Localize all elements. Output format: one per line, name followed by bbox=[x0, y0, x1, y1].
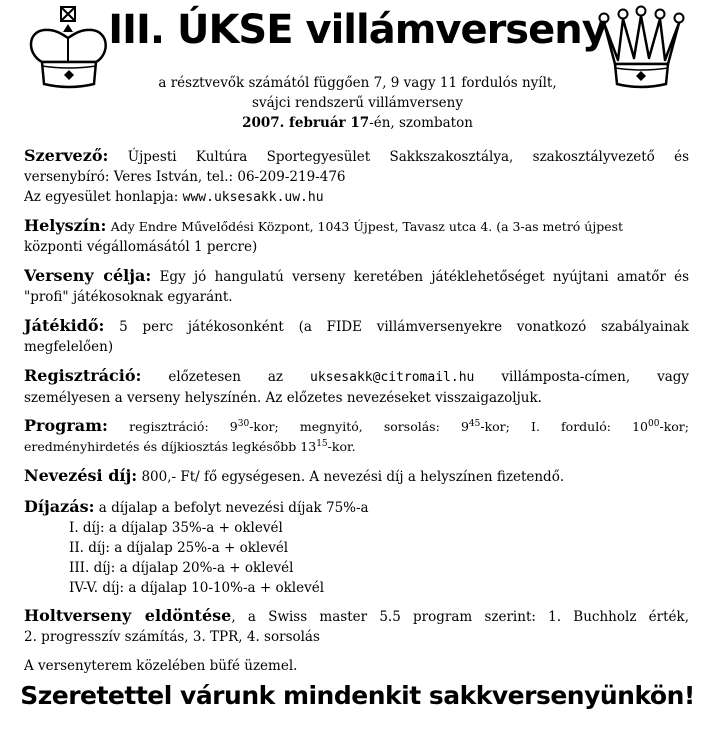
purpose-line-2: "profi" játékosoknak egyaránt. bbox=[24, 289, 233, 305]
website-link[interactable]: www.uksesakk.uw.hu bbox=[182, 190, 324, 205]
prizes-line bbox=[24, 497, 689, 518]
prize-item: IV-V. díj: a díjalap 10-10%-a + oklevél bbox=[69, 580, 325, 596]
time-control-section bbox=[24, 316, 689, 357]
program-reg-min: 30 bbox=[237, 419, 250, 429]
subtitle-line-2: svájci rendszerű villámverseny bbox=[252, 95, 463, 111]
buffet-note bbox=[24, 656, 689, 676]
purpose-text-1: Egy jó hangulatú verseny keretében játéklehetőséget nyújtani amatőr és bbox=[159, 269, 689, 285]
program-label: Program: bbox=[24, 416, 108, 435]
venue-line-1 bbox=[24, 216, 689, 237]
entry-fee-label: Nevezési díj: bbox=[24, 466, 138, 485]
purpose-label: Verseny célja: bbox=[24, 266, 152, 285]
time-control-line-2: megfelelően) bbox=[24, 339, 114, 355]
program-round-min: 00 bbox=[648, 419, 660, 429]
program-draw-hour: 9 bbox=[460, 419, 469, 434]
organizer-line-1 bbox=[24, 146, 689, 167]
event-date-bold: 2007. február 17 bbox=[242, 115, 370, 131]
tiebreak-text-1: a Swiss master 5.5 program szerint: 1. Buchholz érték, bbox=[247, 609, 690, 625]
registration-section bbox=[24, 366, 689, 408]
tiebreak-line-1 bbox=[24, 606, 689, 627]
purpose-line-1 bbox=[24, 266, 689, 287]
tiebreak-line-2: 2. progresszív számítás, 3. TPR, 4. sorsolás bbox=[24, 629, 320, 645]
footer-slogan: Szeretettel várunk mindenkit sakkversenyünkön! bbox=[20, 681, 695, 710]
entry-fee-text: 800,- Ft/ fő egységesen. A nevezési díj a helyszínen fizetendő. bbox=[141, 469, 565, 485]
program-draw-min: 45 bbox=[468, 419, 481, 429]
prize-item: II. díj: a díjalap 25%-a + oklevél bbox=[69, 540, 289, 556]
program-award-min: 15 bbox=[316, 439, 328, 449]
event-date-rest: -én, szombaton bbox=[369, 115, 473, 131]
organizer-line-3 bbox=[24, 187, 689, 208]
entry-fee-line bbox=[24, 466, 689, 487]
program-award-suffix: -kor. bbox=[327, 439, 356, 454]
organizer-text-1: Újpesti Kultúra Sportegyesület Sakkszakosztálya, szakosztályvezető és bbox=[127, 149, 690, 165]
venue-section bbox=[24, 216, 689, 257]
entry-fee-section bbox=[24, 466, 689, 487]
tiebreak-section bbox=[24, 606, 689, 647]
registration-label: Regisztráció: bbox=[24, 366, 142, 385]
program-award-hour: 13 bbox=[300, 439, 317, 454]
subtitle-line-1: a résztvevők számától függően 7, 9 vagy 11 fordulós nyílt, bbox=[158, 75, 557, 91]
program-reg-hour: 9 bbox=[229, 419, 238, 434]
prizes-section bbox=[24, 497, 689, 598]
program-line-2 bbox=[24, 437, 689, 457]
organizer-section bbox=[24, 146, 689, 208]
program-section bbox=[24, 416, 689, 457]
registration-email[interactable]: uksesakk@citromail.hu bbox=[310, 370, 475, 385]
tiebreak-label: Holtverseny eldöntése bbox=[24, 606, 232, 625]
time-control-text-1: 5 perc játékosonként (a FIDE villámversenyekre vonatkozó szabályainak bbox=[119, 319, 689, 335]
prize-item: III. díj: a díjalap 20%-a + oklevél bbox=[69, 560, 294, 576]
venue-text-1: Ady Endre Művelődési Központ, 1043 Újpest, Tavasz utca 4. (a 3-as metró újpest bbox=[110, 219, 624, 234]
registration-line-2: személyesen a verseny helyszínén. Az előzetes nevezéseket visszaigazoljuk. bbox=[24, 390, 542, 406]
time-control-label: Játékidő: bbox=[24, 316, 105, 335]
prizes-label: Díjazás: bbox=[24, 497, 95, 516]
program-round-hour: 10 bbox=[632, 419, 649, 434]
venue-label: Helyszín: bbox=[24, 216, 107, 235]
registration-suffix: villámposta-címen, vagy bbox=[501, 369, 690, 385]
program-round-suffix: -kor; bbox=[659, 419, 689, 434]
event-date bbox=[0, 115, 715, 132]
page-title: III. ÚKSE villámverseny bbox=[108, 7, 607, 53]
program-draw-suffix: -kor; I. forduló: bbox=[480, 419, 611, 434]
registration-prefix: előzetesen az bbox=[168, 369, 284, 385]
organizer-label: Szervező: bbox=[24, 146, 109, 165]
prize-item: I. díj: a díjalap 35%-a + oklevél bbox=[69, 520, 283, 536]
website-prefix: Az egyesület honlapja: bbox=[24, 189, 183, 205]
purpose-section bbox=[24, 266, 689, 307]
program-reg-text: regisztráció: bbox=[129, 419, 209, 434]
prizes-intro: a díjalap a befolyt nevezési díjak 75%-a bbox=[98, 500, 369, 516]
time-control-line-1 bbox=[24, 316, 689, 337]
tiebreak-comma: , bbox=[231, 609, 236, 625]
registration-line-1 bbox=[24, 366, 689, 388]
program-award-prefix: eredményhirdetés és díjkiosztás legkésőbb bbox=[24, 439, 297, 454]
program-line-1 bbox=[24, 416, 689, 437]
venue-line-2: központi végállomásától 1 percre) bbox=[24, 239, 258, 255]
organizer-line-2: versenybíró: Veres István, tel.: 06-209-219-476 bbox=[24, 169, 346, 185]
buffet-text: A versenyterem közelében büfé üzemel. bbox=[24, 658, 298, 674]
program-reg-suffix: -kor; megnyitó, sorsolás: bbox=[249, 419, 440, 434]
